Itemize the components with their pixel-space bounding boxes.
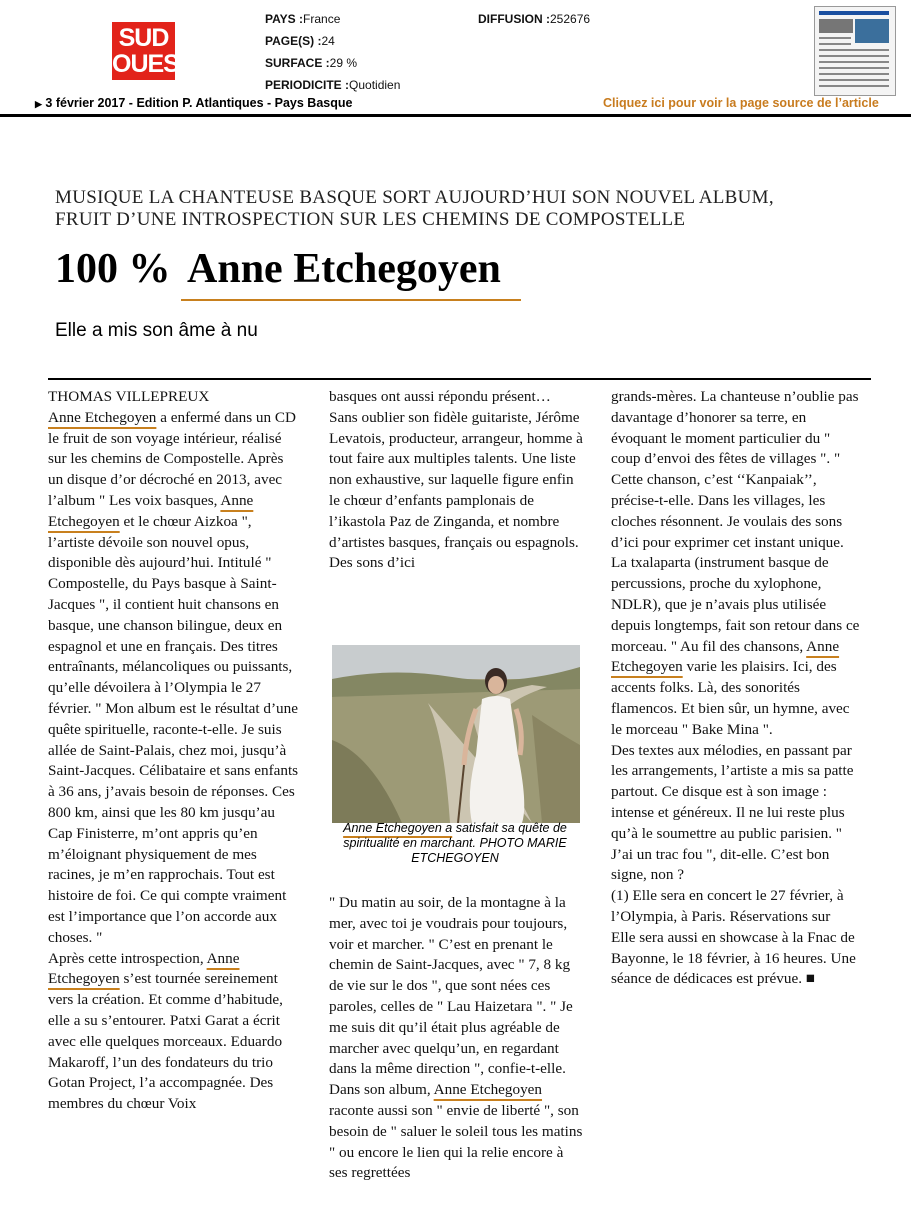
caption-name: Anne Etchegoyen a [343, 821, 453, 835]
paragraph: " Du matin au soir, de la montagne à la mer, avec toi je voudrais pour toujours, voir et marcher. " C’est en prenant le chemin de Saint-Jacques, avec " 7, 8 kg de vie sur le dos ", que sont nées ces paroles, celles de " Lau Haizetara ". " Je me suis dit qu’il était plus agréable de marcher avec quelqu’un, en regardant dans la même direction ", confie-t-elle. [329, 894, 573, 1078]
bullet-arrow-icon: ▶ [35, 99, 42, 109]
caption-text: satisfait sa quête de spiritualité en marchant. PHOTO MARIE ETCHEGOYEN [343, 821, 567, 865]
source-page-link[interactable]: Cliquez ici pour voir la page source de l’article [603, 96, 879, 110]
column-rule [48, 378, 871, 380]
paragraph: Dans son album, Anne Etchegoyen raconte aussi son " envie de liberté ", son besoin de " saluer le soleil tous les matins " ou encore le lien qui la relie encore à ses regrettées [329, 1081, 583, 1182]
article-column-2 [329, 387, 583, 574]
edition-date [35, 96, 352, 110]
paragraph: Après cette introspection, Anne Etchegoyen s’est tournée sereinement vers la création. Et comme d’habitude, elle a su s’entourer. Patxi Garat a écrit avec elle quelques morceaux. Eduardo Makaroff, l’un des fondateurs du trio Gotan Project, l’a accompagnée. Des membres du chœur Voix [48, 949, 283, 1113]
name-highlight: Anne Etchegoyen [48, 491, 254, 530]
meta-pages: PAGE(S) :24 [265, 34, 335, 48]
photo-caption [326, 821, 584, 866]
name-highlight: Anne Etchegoyen [611, 637, 840, 676]
sud-ouest-logo [112, 22, 194, 80]
edition-date-text: 3 février 2017 - Edition P. Atlantiques - Pays Basque [45, 96, 353, 110]
article-column-3 [611, 387, 863, 990]
name-highlight: Anne Etchegoyen [433, 1081, 543, 1099]
paragraph: Anne Etchegoyen a enfermé dans un CD le fruit de son voyage intérieur, réalisé sur les chemins de Compostelle. Après un disque d’or décroché en 2013, avec l’album " Les voix basques, Anne Etchegoyen et le chœur Aizkoa ", l’artiste dévoile son nouvel opus, disponible dès aujourd’hui. Intitulé " Compostelle, du Pays basque à Saint-Jacques ", il contient huit chansons en basque, une chanson bilingue, deux en espagnol et une en français. Des titres entraînants, mélancoliques ou puissants, qu’elle dévoilera à l’Olympia le 27 février. " Mon album est le résultat d’une quête spirituelle, raconte-t-elle. Je suis allée de Saint-Palais, chez moi, jusqu’à Saint-Jacques. Célibataire et sans enfants à 36 ans, j’avais besoin de réponses. Ces 800 km, ainsi que les 80 km jusqu’au Cap Finisterre, m’ont appris qu’en m’éloignant physiquement de mes racines, je m’en rapprochais. Tout est histoire de foi. Ce qui compte vraiment est l’importance que l’on accorde aux choses. " [48, 408, 299, 946]
paragraph: (1) Elle sera en concert le 27 février, à l’Olympia, à Paris. Réservations sur [611, 887, 844, 925]
article-column-2-lower [329, 893, 583, 1184]
byline: THOMAS VILLEPREUX [48, 388, 210, 405]
name-highlight: Anne Etchegoyen [48, 949, 240, 988]
title-name: Anne Etchegoyen [181, 245, 521, 301]
paragraph: grands-mères. La chanteuse n’oublie pas davantage d’honorer sa terre, en évoquant le moment particulier du " coup d’envoi des fêtes de villages ". " Cette chanson, c’est ‘‘Kanpaiak’’, précise-t-elle. Dans les villages, les cloches résonnent. Je voulais des sons d’ici pour exprimer cet instant unique. La txalaparta (instrument basque de percussions, proche du xylophone, NDLR), que je n’avais plus utilisée depuis longtemps, fait son retour dans ce morceau. " Au fil des chansons, Anne Etchegoyen varie les plaisirs. Ici, des accents folks. Là, des sonorités flamencos. Et bien sûr, un hymne, avec le morceau " Bake Mina ". [611, 388, 860, 738]
header-divider [0, 114, 911, 117]
meta-pays: PAYS :France [265, 12, 341, 26]
logo-line2: OUEST [112, 50, 194, 78]
article-kicker: MUSIQUE LA CHANTEUSE BASQUE SORT AUJOURD’HUI SON NOUVEL ALBUM, FRUIT D’UNE INTROSPECTION SUR LES CHEMINS DE COMPOSTELLE [55, 187, 774, 230]
paragraph: Des textes aux mélodies, en passant par les arrangements, l’artiste a mis sa patte partout. Ce disque est à son image : intense et généreux. Il ne lui reste plus qu’à le soumettre au public parisien. " J’ai un trac fou ", dit-elle. C’est bon signe, non ? [611, 741, 854, 884]
article-title: 100 % Anne Etchegoyen [55, 245, 521, 301]
logo-line1: SUD [118, 24, 169, 52]
paragraph: Elle sera aussi en showcase à la Fnac de Bayonne, le 18 février, à 16 heures. Une séance de dédicaces est prévue. ■ [611, 928, 856, 988]
name-highlight: Anne Etchegoyen [48, 408, 157, 426]
source-page-thumbnail[interactable] [814, 6, 896, 96]
paragraph: basques ont aussi répondu présent… Sans oublier son fidèle guitariste, Jérôme Levatois, producteur, arrangeur, homme à tout faire aux multiples talents. Une liste non exhaustive, sur laquelle figure enfin le chœur d’enfants pamplonais de l’ikastola Paz de Zinganda, et nombre d’artistes basques, français ou espagnols. [329, 388, 583, 551]
meta-diffusion: DIFFUSION :252676 [478, 12, 591, 26]
article-column-1 [48, 387, 300, 1115]
meta-surface: SURFACE :29 % [265, 56, 358, 70]
meta-periodicite: PERIODICITE :Quotidien [265, 78, 401, 92]
subhead: Des sons d’ici [329, 554, 416, 572]
article-photo [332, 645, 580, 823]
article-subtitle: Elle a mis son âme à nu [55, 320, 258, 341]
